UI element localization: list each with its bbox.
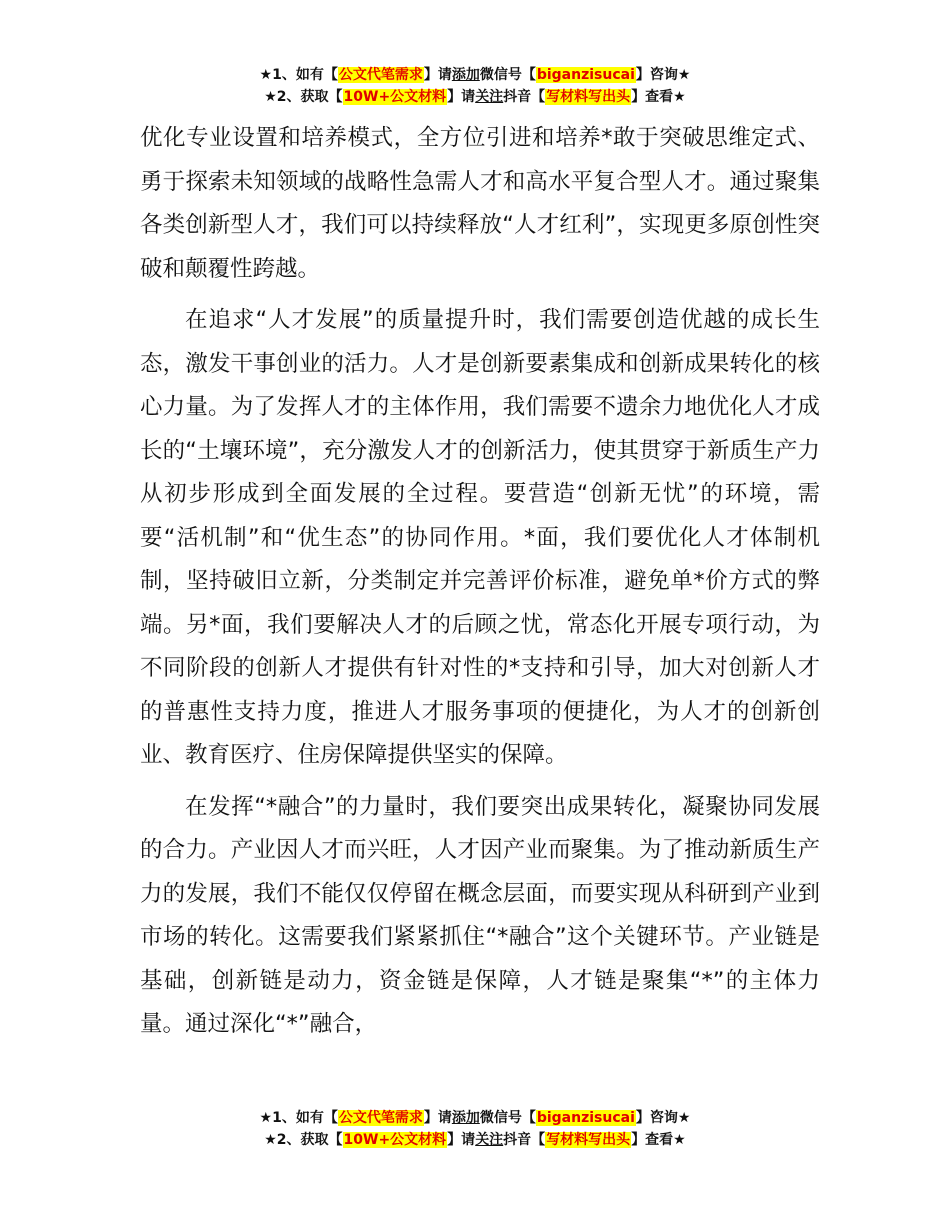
header-line-1-suffix: 】咨询★ (635, 67, 691, 83)
footer-line-1 (0, 1107, 950, 1129)
footer-banner (0, 1107, 950, 1151)
header-highlight-materials: 10W+公文材料 (343, 89, 447, 105)
footer-underlined-add: 添加 (451, 1110, 480, 1126)
header-line-2-text-a: 】请 (447, 89, 476, 105)
footer-line-1-text-b: 微信号【 (479, 1110, 536, 1126)
footer-line-2-prefix: ★2、获取【 (264, 1132, 343, 1148)
header-line-2 (0, 86, 950, 108)
paragraph-1: 优化专业设置和培养模式，全方位引进和培养*敢于突破思维定式、勇于探索未知领域的战略性急需人才和高水平复合型人才。通过聚集各类创新型人才，我们可以持续释放“人才红利”，实现更多原创性突破和颠覆性跨越。 (140, 125, 820, 282)
footer-highlight-materials: 10W+公文材料 (343, 1132, 447, 1148)
header-banner (0, 64, 950, 108)
header-highlight-ghostwriting: 公文代笔需求 (338, 67, 423, 83)
header-underlined-add: 添加 (451, 67, 480, 83)
header-line-1 (0, 64, 950, 86)
header-highlight-douyin: 写材料写出头 (546, 89, 631, 105)
footer-line-1-prefix: ★1、如有【 (259, 1110, 338, 1126)
header-line-2-prefix: ★2、获取【 (264, 89, 343, 105)
footer-highlight-douyin: 写材料写出头 (546, 1132, 631, 1148)
header-line-2-suffix: 】查看★ (631, 89, 686, 105)
footer-line-1-text-a: 】请 (423, 1110, 452, 1126)
footer-highlight-ghostwriting: 公文代笔需求 (338, 1110, 423, 1126)
footer-underlined-follow: 关注 (475, 1132, 504, 1148)
footer-line-2-suffix: 】查看★ (631, 1132, 686, 1148)
footer-highlight-wechat-id: biganzisucai (536, 1110, 635, 1126)
footer-line-2-text-b: 抖音【 (503, 1132, 546, 1148)
footer-line-2 (0, 1129, 950, 1151)
footer-line-1-suffix: 】咨询★ (635, 1110, 691, 1126)
header-underlined-follow: 关注 (475, 89, 504, 105)
header-line-1-text-b: 微信号【 (479, 67, 536, 83)
paragraph-3: 在发挥“*融合”的力量时，我们要突出成果转化，凝聚协同发展的合力。产业因人才而兴旺，人才因产业而聚集。为了推动新质生产力的发展，我们不能仅仅停留在概念层面，而要实现从科研到产业到市场的转化。这需要我们紧紧抓住“*融合”这个关键环节。产业链是基础，创新链是动力，资金链是保障，人才链是聚集“*”的主体力量。通过深化“*”融合， (140, 793, 820, 1037)
header-line-1-text-a: 】请 (423, 67, 452, 83)
header-highlight-wechat-id: biganzisucai (536, 67, 635, 83)
document-body (140, 117, 820, 1055)
paragraph-2: 在追求“人才发展”的质量提升时，我们需要创造优越的成长生态，激发干事创业的活力。人才是创新要素集成和创新成果转化的核心力量。为了发挥人才的主体作用，我们需要不遗余力地优化人才成长的“土壤环境”，充分激发人才的创新活力，使其贯穿于新质生产力从初步形成到全面发展的全过程。要营造“创新无忧”的环境，需要“活机制”和“优生态”的协同作用。*面，我们要优化人才体制机制，坚持破旧立新，分类制定并完善评价标准，避免单*价方式的弊端。另*面，我们要解决人才的后顾之忧，常态化开展专项行动，为不同阶段的创新人才提供有针对性的*支持和引导，加大对创新人才的普惠性支持力度，推进人才服务事项的便捷化，为人才的创新创业、教育医疗、住房保障提供坚实的保障。 (140, 307, 820, 768)
footer-line-2-text-a: 】请 (447, 1132, 476, 1148)
header-line-1-prefix: ★1、如有【 (259, 67, 338, 83)
header-line-2-text-b: 抖音【 (503, 89, 546, 105)
